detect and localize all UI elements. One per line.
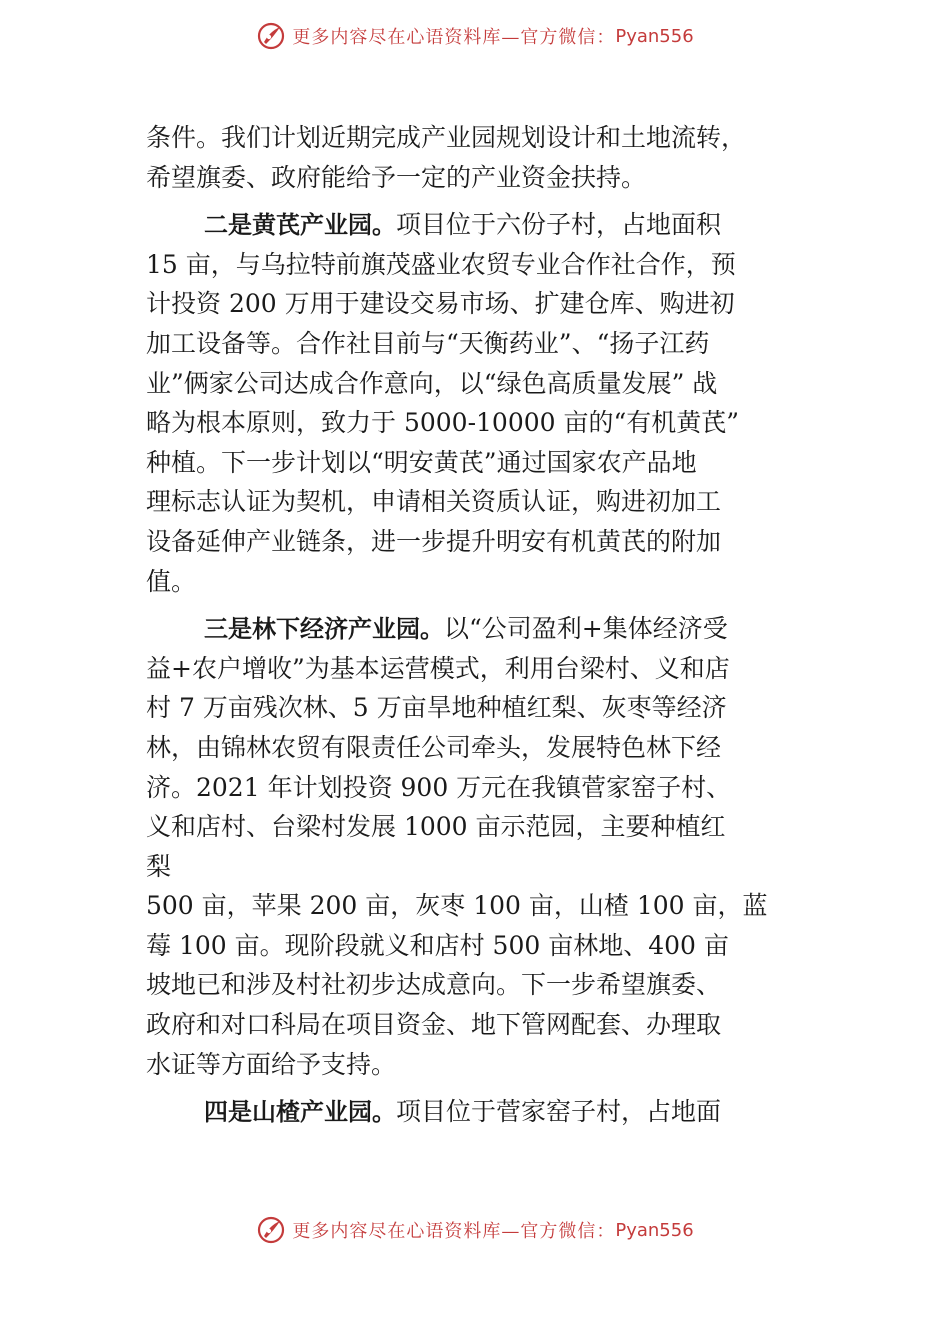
text-line: 15 亩，与乌拉特前旗茂盛业农贸专业合作社合作，预 xyxy=(146,249,736,279)
text-line: 村 7 万亩残次林、5 万亩旱地种植红梨、灰枣等经济 xyxy=(146,693,727,723)
paragraph-first-line xyxy=(146,1092,808,1132)
text-line: 加工设备等。合作社目前与“天衡药业”、“扬子江药 xyxy=(146,328,710,358)
paragraph-text: 项目位于菅家窑子村，占地面 xyxy=(396,1097,722,1127)
text-line: 500 亩，苹果 200 亩，灰枣 100 亩，山楂 100 亩，蓝 xyxy=(146,891,768,921)
footer-banner xyxy=(0,1212,950,1248)
text-line: 理标志认证为契机，申请相关资质认证，购进初加工 xyxy=(146,487,722,517)
text-line: 值。 xyxy=(146,566,197,596)
paragraph-first-line xyxy=(146,609,808,649)
text-line: 坡地已和涉及村社初步达成意向。下一步希望旗委、 xyxy=(146,970,722,1000)
paragraph-heading: 二是黄芪产业园。 xyxy=(204,211,396,240)
footer-banner-text: 更多内容尽在心语资料库—官方微信： xyxy=(292,1221,616,1242)
header-banner-wechat-id: Pyan556 xyxy=(615,25,694,47)
paragraph-heading: 四是山楂产业园。 xyxy=(204,1098,396,1127)
text-line: 梨 xyxy=(146,851,172,881)
text-line: 林，由锦林农贸有限责任公司牵头，发展特色林下经 xyxy=(146,732,722,762)
text-line: 水证等方面给予支持。 xyxy=(146,1049,397,1079)
text-line: 设备延伸产业链条，进一步提升明安有机黄芪的附加 xyxy=(146,526,722,556)
paragraph-text: 项目位于六份子村，占地面积 xyxy=(396,210,722,240)
paragraph-gap xyxy=(146,601,808,609)
text-line: 略为根本原则，致力于 5000-10000 亩的“有机黄芪” xyxy=(146,408,740,438)
footer-banner-wechat-id: Pyan556 xyxy=(615,1219,694,1241)
text-line: 希望旗委、政府能给予一定的产业资金扶持。 xyxy=(146,162,647,192)
text-line: 计投资 200 万用于建设交易市场、扩建仓库、购进初 xyxy=(146,289,735,319)
paragraph-text: 以“公司盈利+集体经济受 xyxy=(444,614,728,644)
header-banner xyxy=(0,18,950,54)
text-line: 条件。我们计划近期完成产业园规划设计和土地流转， xyxy=(146,123,747,152)
paragraph-heading: 三是林下经济产业园。 xyxy=(204,615,444,644)
text-line: 莓 100 亩。现阶段就义和店村 500 亩林地、400 亩 xyxy=(146,930,729,960)
brush-logo-icon xyxy=(256,21,286,51)
paragraph-gap xyxy=(146,1084,808,1092)
paragraph-first-line xyxy=(146,205,808,245)
text-line: 业”俩家公司达成合作意向，以“绿色高质量发展” 战 xyxy=(146,368,718,398)
text-line: 种植。下一步计划以“明安黄芪”通过国家农产品地 xyxy=(146,447,697,477)
header-banner-text: 更多内容尽在心语资料库—官方微信： xyxy=(292,27,616,48)
text-line: 政府和对口科局在项目资金、地下管网配套、办理取 xyxy=(146,1010,722,1040)
text-line: 益+农户增收”为基本运营模式，利用台梁村、义和店 xyxy=(146,653,730,683)
paragraph-gap xyxy=(146,197,808,205)
document-body xyxy=(146,118,808,1132)
text-line: 义和店村、台梁村发展 1000 亩示范园，主要种植红 xyxy=(146,812,726,842)
brush-logo-icon xyxy=(256,1215,286,1245)
text-line: 济。2021 年计划投资 900 万元在我镇菅家窑子村、 xyxy=(146,772,732,802)
